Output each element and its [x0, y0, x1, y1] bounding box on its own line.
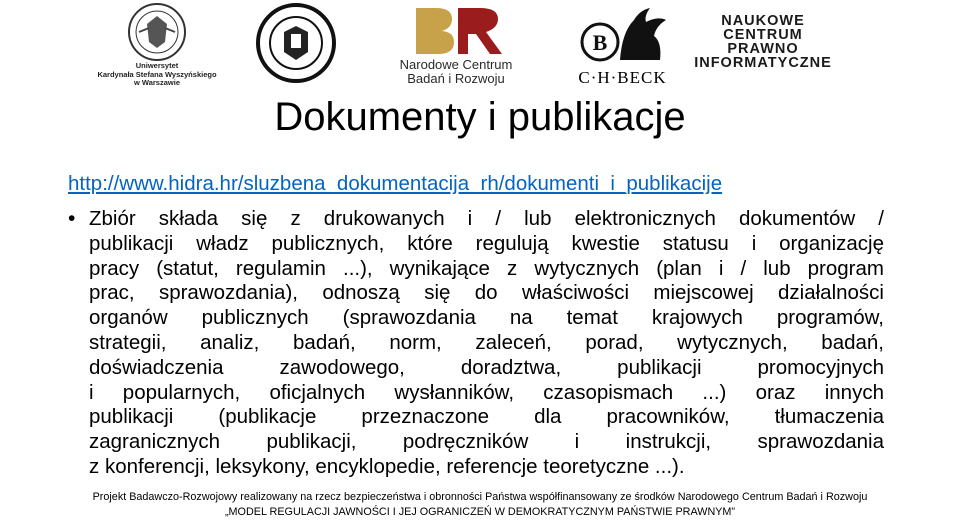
- ncpi-logo: [693, 14, 833, 74]
- bullet-icon: •: [68, 207, 76, 230]
- beck-wordmark: C·H·BECK: [578, 68, 667, 87]
- source-link[interactable]: http://www.hidra.hr/sluzbena_dokumentacija_rh/dokumenti_i_publikacije: [68, 172, 723, 195]
- uksw-line-2: Kardynała Stefana Wyszyńskiego: [97, 69, 217, 79]
- uksw-line-3: w Warszawie: [134, 78, 180, 87]
- ncpi-line-4: INFORMATYCZNE: [694, 55, 832, 71]
- bullet-line: pracy (statut, regulamin ...), wynikające z wytycznych (plan i / lub program: [89, 256, 884, 280]
- ncpi-line-3: PRAWNO: [727, 41, 799, 57]
- bullet-line: organów publicznych (sprawozdania na temat krajowych programów,: [89, 306, 884, 330]
- uwr-seal-logo: [246, 2, 346, 84]
- bullet-line: strategii, analiz, badań, norm, zaleceń, porad, wytycznych, badań,: [89, 330, 884, 354]
- bullet-line: doświadczenia zawodowego, doradztwa, publikacji promocyjnych: [89, 355, 884, 379]
- beck-logo: [570, 2, 675, 88]
- footer-model-line: „MODEL REGULACJI JAWNOŚCI I JEJ OGRANICZEŃ W DEMOKRATYCZNYM PAŃSTWIE PRAWNYM”: [224, 506, 736, 518]
- ncbr-mark-icon: [376, 4, 536, 58]
- ncbr-line-2: Badań i Rozwoju: [407, 71, 505, 86]
- bullet-item: [68, 207, 884, 480]
- page-title: [0, 92, 960, 142]
- bullet-text: [89, 207, 884, 480]
- uksw-line-1: Uniwersytet: [135, 61, 179, 70]
- university-seal-icon: [246, 2, 346, 84]
- bullet-line: prac, sprawozdania), odnoszą się do właściwości miejscowej działalności: [89, 281, 884, 305]
- ncbr-line-1: Narodowe Centrum: [399, 57, 513, 72]
- uksw-logo: [92, 2, 222, 90]
- griffin-icon: [570, 2, 675, 66]
- logo-bar: [0, 0, 960, 92]
- page-title-text: Dokumenty i publikacje: [274, 95, 686, 139]
- ncbr-logo: [376, 4, 536, 86]
- bullet-line: z konferencji, leksykony, encyklopedie, referencje teoretyczne ...).: [89, 454, 685, 478]
- bullet-line: zagranicznych publikacji, podręczników i instrukcji, sprawozdania: [89, 430, 884, 454]
- footer-project-line: Projekt Badawczo-Rozwojowy realizowany na rzecz bezpieczeństwa i obronności Państwa współfinansowany ze środków Narodowego Centrum Badań i Rozwoju: [92, 491, 868, 503]
- bullet-line: i popularnych, oficjalnych wysłanników, czasopismach ...) oraz innych: [89, 380, 884, 404]
- svg-text:B: B: [592, 30, 608, 55]
- footer: [0, 490, 960, 520]
- uksw-crest-icon: [92, 2, 222, 62]
- bullet-line: Zbiór składa się z drukowanych i / lub elektronicznych dokumentów /: [89, 207, 884, 230]
- bullet-line: publikacji władz publicznych, które regulują kwestie statusu i organizację: [89, 231, 884, 255]
- bullet-line: publikacji (publikacje przeznaczone dla pracowników, tłumaczenia: [89, 405, 884, 429]
- ncpi-line-2: CENTRUM: [723, 27, 803, 43]
- ncpi-line-1: NAUKOWE: [721, 13, 805, 29]
